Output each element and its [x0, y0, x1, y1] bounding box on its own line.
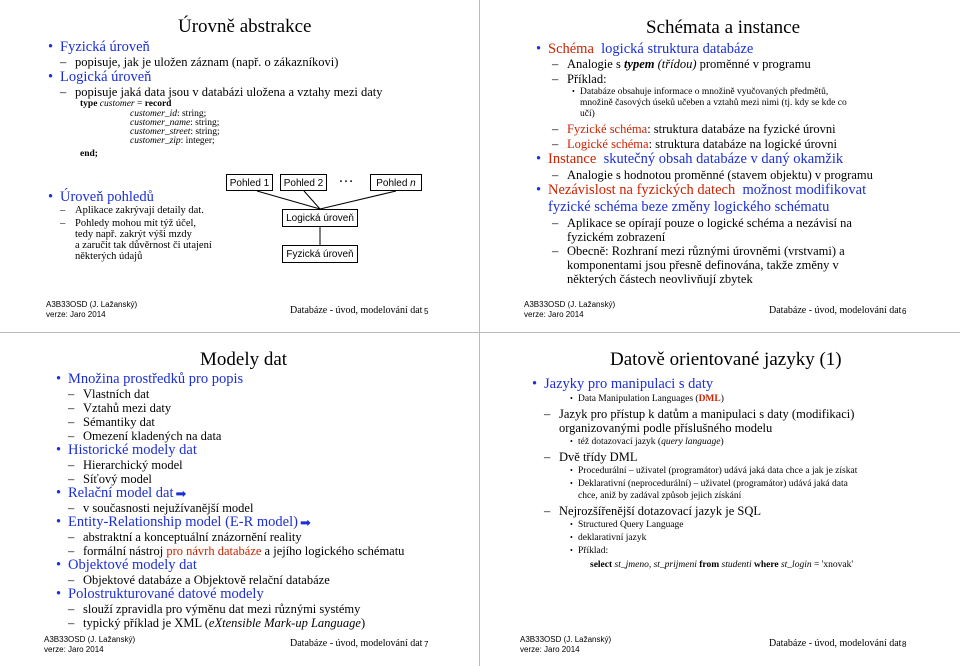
footer-course: Databáze - úvod, modelování dat [769, 638, 902, 649]
page-number: 7 [424, 640, 429, 649]
page-number: 6 [902, 307, 907, 316]
sql-example: select st_jmeno, st_prijmeni from studenti where st_login = 'xnovak' [590, 560, 854, 570]
footer-course: Databáze - úvod, modelování dat [290, 638, 423, 649]
subitem: – Logické schéma: struktura databáze na logické úrovni [552, 137, 838, 151]
subitem: – Sémantiky dat [68, 415, 155, 429]
subitem: – Fyzické schéma: struktura databáze na fyzické úrovni [552, 122, 836, 136]
code-line: customer_name: string; [130, 118, 220, 128]
subsubitem-cont: chce, aniž by zadával způsob jejich získání [578, 491, 742, 501]
subitem-cont: tedy např. zakrýt výši mzdy [75, 229, 192, 240]
footer-author: A3B33OSD (J. Lažanský) verze: Jaro 2014 [46, 300, 138, 319]
slide-6 [480, 0, 960, 333]
view-n-box: Pohled n [370, 174, 422, 191]
subsubitem-cont: množině časových úseků učeben a vztahů mezi nimi (tj. kdy se kde co [580, 98, 847, 108]
view-2-box: Pohled 2 [280, 174, 327, 191]
subitem-cont: komponentami jsou přesně definována, takže změny v [567, 258, 839, 272]
slide-title: Schémata a instance [646, 17, 801, 38]
slide-title: Úrovně abstrakce [178, 16, 312, 37]
levels-diagram-lines [0, 0, 480, 333]
subitem: – v současnosti nejužívanější model [68, 501, 254, 515]
arrow-right-icon: ➡ [299, 515, 311, 530]
subsubitem: • deklarativní jazyk [570, 533, 647, 543]
slide-title: Modely dat [200, 349, 288, 370]
subsubitem-cont: učí) [580, 109, 595, 119]
subitem-cont: fyzickém zobrazení [567, 230, 666, 244]
code-line: customer_id: string; [130, 109, 207, 119]
subitem: – Jazyk pro přístup k datům a manipulaci s daty (modifikaci) [544, 407, 855, 421]
subitem-cont: některých údajů [75, 251, 143, 262]
physical-level-box: Fyzická úroveň [282, 245, 358, 263]
subitem: – Vlastních dat [68, 387, 150, 401]
subitem: – popisuje jaká data jsou v databázi uložena a vztahy mezi daty [60, 85, 383, 99]
subitem: – Analogie s typem (třídou) proměnné v programu [552, 57, 811, 71]
subitem: – abstraktní a konceptuální znázornění reality [68, 530, 302, 544]
bullet-view-level: • Úroveň pohledů [48, 189, 154, 205]
slide-5 [0, 0, 480, 333]
subitem: – Dvě třídy DML [544, 450, 638, 464]
view-1-box: Pohled 1 [226, 174, 273, 191]
subitem: – Obecně: Rozhraní mezi různými úrovněmi (vrstvami) a [552, 244, 845, 258]
footer-course: Databáze - úvod, modelování dat [290, 305, 423, 316]
subitem: – Pohledy mohou mít týž účel, [60, 218, 197, 229]
page-number: 8 [902, 640, 907, 649]
subitem: – Omezení kladených na data [68, 429, 222, 443]
code-line: customer_street: string; [130, 127, 220, 137]
page-number: 5 [424, 307, 429, 316]
subsubitem: • též dotazovací jazyk (query language) [570, 437, 724, 447]
bullet: • Jazyky pro manipulaci s daty [532, 376, 714, 392]
bullet: • Polostrukturované datové modely [56, 586, 264, 602]
subitem: – Nejrozšířenější dotazovací jazyk je SQL [544, 504, 762, 518]
subitem-cont: některých částech neovlivňují zbytek [567, 272, 753, 286]
bullet-independence: • Nezávislost na fyzických datech možnost modifikovat [536, 182, 867, 198]
subsubitem: • Data Manipulation Languages (DML) [570, 394, 724, 404]
subitem: – slouží zpravidla pro výměnu dat mezi různými systémy [68, 602, 361, 616]
subitem: – Objektové databáze a Objektově relační databáze [68, 573, 330, 587]
subitem: – Aplikace se opírají pouze o logické schéma a nezávisí na [552, 216, 852, 230]
slide-title: Datově orientované jazyky (1) [610, 349, 842, 370]
footer-author: A3B33OSD (J. Lažanský) verze: Jaro 2014 [520, 635, 612, 654]
bullet-cont: fyzické schéma beze změny logického schématu [548, 199, 830, 215]
bullet: • Relační model dat ➡ [56, 485, 187, 501]
subitem: – typický příklad je XML (eXtensible Mark-up Language) [68, 616, 366, 630]
subitem-cont: a zaručit tak důvěrnost či utajení [75, 240, 212, 251]
code-line: end; [80, 149, 98, 159]
subitem: – Síťový model [68, 472, 152, 486]
subitem: – formální nástroj pro návrh databáze a jejího logického schématu [68, 544, 405, 558]
subsubitem: • Databáze obsahuje informace o množině vyučovaných předmětů, [572, 87, 829, 97]
subsubitem: • Příklad: [570, 546, 609, 556]
footer-author: A3B33OSD (J. Lažanský) verze: Jaro 2014 [524, 300, 616, 319]
logical-level-box: Logická úroveň [282, 209, 358, 227]
bullet: • Množina prostředků pro popis [56, 371, 244, 387]
bullet-logical-level: • Logická úroveň [48, 69, 152, 85]
bullet-schema: • Schéma logická struktura databáze [536, 41, 754, 57]
ellipsis: … [338, 169, 354, 186]
subsubitem: • Deklarativní (neprocedurální) – uživatel (programátor) udává jaká data [570, 479, 848, 489]
arrow-right-icon: ➡ [175, 486, 187, 501]
code-line: type customer = record [80, 99, 172, 109]
subsubitem: • Procedurální – uživatel (programátor) udává jaká data chce a jak je získat [570, 466, 858, 476]
footer-course: Databáze - úvod, modelování dat [769, 305, 902, 316]
subitem: – Analogie s hodnotou proměnné (stavem objektu) v programu [552, 168, 873, 182]
bullet-physical-level: • Fyzická úroveň [48, 39, 150, 55]
bullet: • Historické modely dat [56, 442, 197, 458]
bullet-instance: • Instance skutečný obsah databáze v daný okamžik [536, 151, 844, 167]
subitem: – Hierarchický model [68, 458, 183, 472]
slide-8 [480, 333, 960, 666]
subitem-cont: organizovanými podle příslušného modelu [559, 421, 773, 435]
slide-7 [0, 333, 480, 666]
subitem: – popisuje, jak je uložen záznam (např. o zákazníkovi) [60, 55, 339, 69]
bullet: • Entity-Relationship model (E-R model) ➡ [56, 514, 311, 530]
code-line: customer_zip: integer; [130, 136, 215, 146]
subsubitem: • Structured Query Language [570, 520, 684, 530]
subitem: – Příklad: [552, 72, 607, 86]
subitem: – Vztahů mezi daty [68, 401, 172, 415]
footer-author: A3B33OSD (J. Lažanský) verze: Jaro 2014 [44, 635, 136, 654]
bullet: • Objektové modely dat [56, 557, 197, 573]
subitem: – Aplikace zakrývají detaily dat. [60, 205, 204, 216]
